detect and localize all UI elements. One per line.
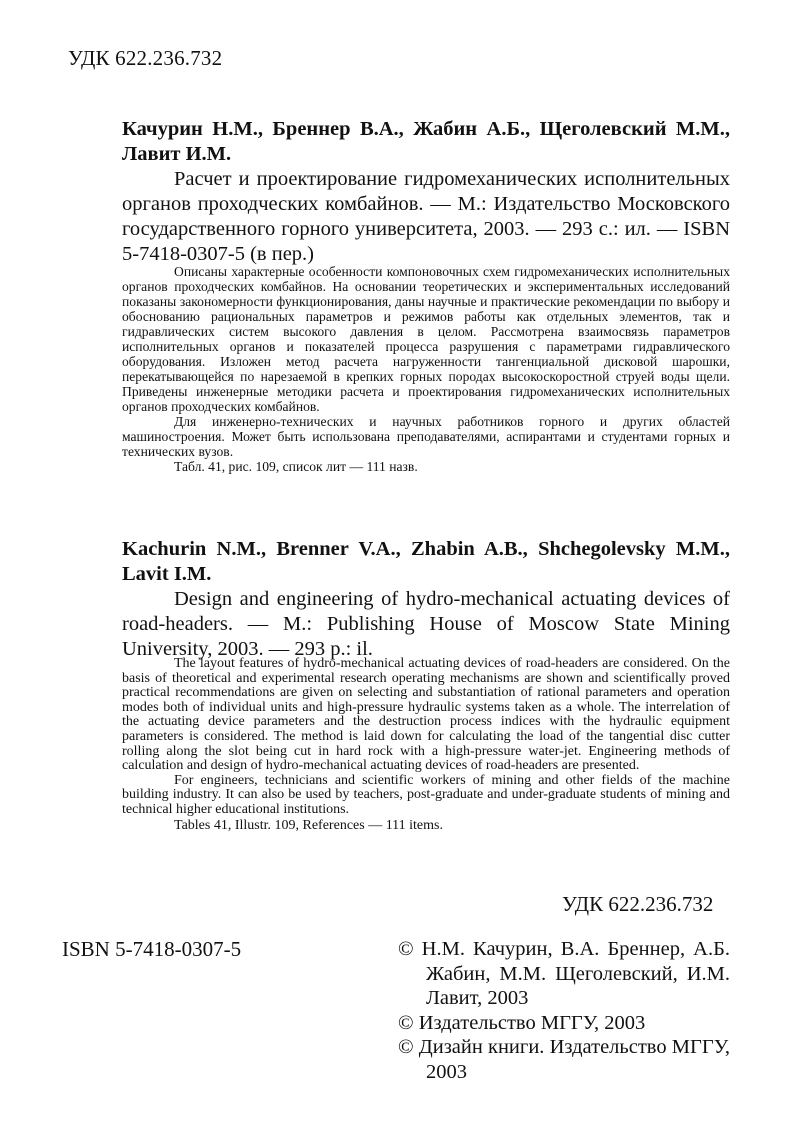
ru-audience-paragraph: Для инженерно-технических и научных работников горного и других областей машиностроения. Может быть использована преподавателями, аспирантами и студентами горных и технических вузов.: [122, 414, 730, 459]
en-references-count: Tables 41, Illustr. 109, References — 111 items.: [174, 817, 443, 833]
en-bibliographic-block: [122, 537, 730, 662]
ru-references-count: Табл. 41, рис. 109, список лит — 111 назв.: [174, 459, 418, 474]
udk-code-bottom: УДК 622.236.732: [562, 892, 714, 916]
en-authors: Kachurin N.M., Brenner V.A., Zhabin A.B., Shchegolevsky M.M., Lavit I.M.: [122, 538, 730, 585]
isbn: ISBN 5-7418-0307-5: [62, 937, 242, 961]
en-audience-paragraph: For engineers, technicians and scientific workers of mining and other fields of the machine building industry. It can also be used by teachers, post-graduate and under-graduate students of mining and technical higher educational institutions.: [122, 772, 730, 817]
ru-authors: Качурин Н.М., Бреннер В.А., Жабин А.Б., Щеголевский М.М., Лавит И.М.: [122, 118, 730, 165]
copyright-notices: [398, 937, 730, 1085]
ru-abstract-paragraph: Описаны характерные особенности компоновочных схем гидромеханических исполнительных органов проходческих комбайнов. На основании теоретических и экспериментальных исследований показаны закономерности функционирования, даны научные и практические рекомендации по выбору и обоснованию рациональных параметров и режимов работы как отдельных элементов, так и гидравлических систем высокого давления в целом. Рассмотрена взаимосвязь параметров исполнительных органов и показателей процесса разрушения с параметрами гидравлического оборудования. Изложен метод расчета нагруженности тангенциальной дисковой шарошки, перекатывающейся по нарезаемой в крепких горных породах высокоскоростной струей воды щели. Приведены инженерные методики расчета и проектирования гидромеханических исполнительных органов проходческих комбайнов.: [122, 264, 730, 414]
copyright-authors: © Н.М. Качурин, В.А. Бреннер, А.Б. Жабин, М.М. Щеголевский, И.М. Лавит, 2003: [398, 938, 730, 1010]
en-book-description: Design and engineering of hydro-mechanical actuating devices of road-headers. — M.: Publishing House of Moscow State Mining University, 2003. — 293 p.: il.: [122, 588, 730, 660]
copyright-design: © Дизайн книги. Издательство МГГУ, 2003: [398, 1036, 730, 1083]
ru-bibliographic-block: [122, 117, 730, 267]
en-annotation: [122, 657, 730, 833]
copyright-publisher: © Издательство МГГУ, 2003: [398, 1011, 646, 1034]
ru-book-description: Расчет и проектирование гидромеханических исполнительных органов проходческих комбайнов. — М.: Издательство Московского государственного горного университета, 2003. — 293 с.: ил. — ISBN 5-7418-0307-5 (в пер.): [122, 168, 730, 265]
en-abstract-paragraph: The layout features of hydro-mechanical actuating devices of road-headers are considered. On the basis of theoretical and experimental research operating mechanisms are shown and scientifically proved practical recommendations are given on selecting and substantiation of rational parameters and operation modes both of individual units and high-pressure hydraulic systems taken as a whole. The interrelation of the actuating device parameters and the destruction process indices with the hydraulic equipment parameters is considered. The method is laid down for calculating the load of the tangential disc cutter rolling along the slot being cut in hard rock with a high-pressure water-jet. Engineering methods of calculation and design of hydro-mechanical actuating devices of road-headers are presented.: [122, 656, 730, 774]
ru-annotation: [122, 264, 730, 475]
udk-code-top: УДК 622.236.732: [68, 46, 223, 70]
